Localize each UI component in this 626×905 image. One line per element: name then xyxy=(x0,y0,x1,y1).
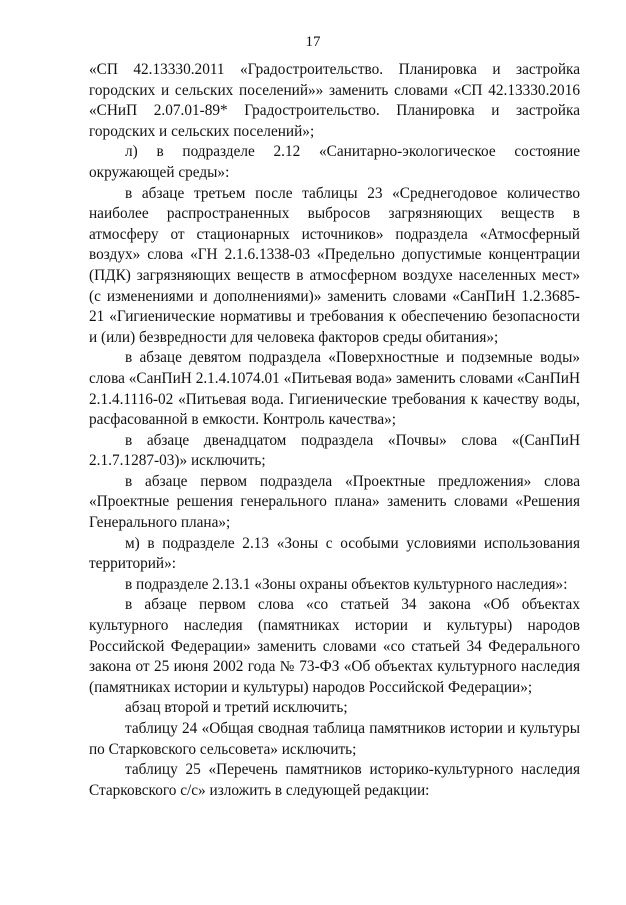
document-body xyxy=(89,60,580,801)
paragraph-11: таблицу 24 «Общая сводная таблица памятников истории и культуры по Старковского сельсовета» исключить; xyxy=(89,720,580,758)
paragraph-7: м) в подразделе 2.13 «Зоны с особыми условиями использования территорий»: xyxy=(89,534,580,573)
paragraph-6: в абзаце первом подраздела «Проектные предложения» слова «Проектные решения генерального плана» заменить словами «Решения Генерального плана»; xyxy=(89,472,580,532)
paragraph-3: в абзаце третьем после таблицы 23 «Среднегодовое количество наиболее распространенных выбросов загрязняющих веществ в атмосферу от стационарных источников» подраздела «Атмосферный воздух» слова «ГН 2.1.6.1338-03 «Предельно допустимые концентрации (ПДК) загрязняющих веществ в атмосферном воздухе населенных мест» (с изменениями и дополнениями)» заменить словами «СанПиН 1.2.3685-21 «Гигиенические нормативы и требования к обеспечению безопасности и (или) безвредности для человека факторов среды обитания»; xyxy=(89,184,580,346)
paragraph-5: в абзаце двенадцатом подраздела «Почвы» слова «(СанПиН 2.1.7.1287-03)» исключить; xyxy=(89,431,580,470)
paragraph-2: л) в подразделе 2.12 «Санитарно-экологическое состояние окружающей среды»: xyxy=(89,143,580,181)
page-number: 17 xyxy=(305,34,321,50)
paragraph-1: «СП 42.13330.2011 «Градостроительство. Планировка и застройка городских и сельских поселений»» заменить словами «СП 42.13330.2016 «СНиП 2.07.01-89* Градостроительство. Планировка и застройка городских и сельских поселений»; xyxy=(89,61,580,140)
paragraph-8: в подразделе 2.13.1 «Зоны охраны объектов культурного наследия»: xyxy=(125,575,568,593)
paragraph-12: таблицу 25 «Перечень памятников историко-культурного наследия Старковского с/с» изложить в следующей редакции: xyxy=(89,761,580,799)
paragraph-9: в абзаце первом слова «со статьей 34 закона «Об объектах культурного наследия (памятниках истории и культуры) народов Российской Федерации» заменить словами «со статьей 34 Федерального закона от 25 июня 2002 года № 73-ФЗ «Об объектах культурного наследия (памятниках истории и культуры) народов Российской Федерации»; xyxy=(89,596,580,696)
paragraph-10: абзац второй и третий исключить; xyxy=(125,699,348,717)
paragraph-4: в абзаце девятом подраздела «Поверхностные и подземные воды» слова «СанПиН 2.1.4.1074.01 «Питьевая вода» заменить словами «СанПиН 2.1.4.1116-02 «Питьевая вода. Гигиенические требования к качеству воды, расфасованной в емкости. Контроль качества»; xyxy=(89,349,580,429)
